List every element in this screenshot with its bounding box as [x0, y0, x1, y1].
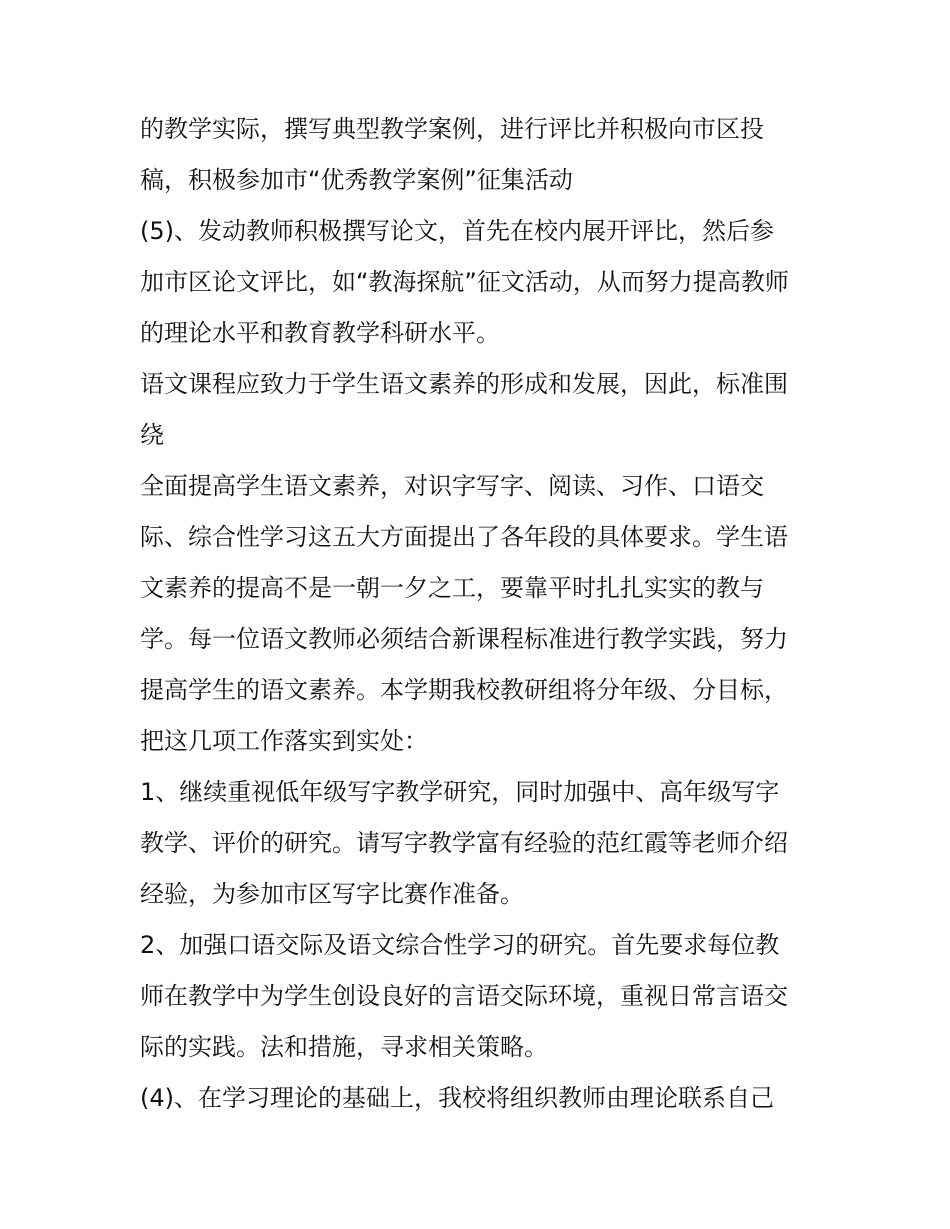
text-line: 加市区论文评比，如“教海探航”征文活动，从而努力提高教师 [140, 268, 789, 296]
text-line: 全面提高学生语文素养，对识字写字、阅读、习作、口语交 [140, 472, 764, 500]
text-line: 学。每一位语文教师必须结合新课程标准进行教学实践，努力 [140, 625, 788, 653]
text-line: (4)、在学习理论的基础上，我校将组织教师由理论联系自己 [140, 1084, 774, 1112]
text-line: 2、加强口语交际及语文综合性学习的研究。首先要求每位教 [140, 931, 780, 959]
document-body [140, 104, 830, 1124]
text-line: 语文课程应致力于学生语文素养的形成和发展，因此，标准围 [140, 370, 788, 398]
text-line: 教学、评价的研究。请写字教学富有经验的范红霞等老师介绍 [140, 829, 788, 857]
text-line: 的理论水平和教育教学科研水平。 [140, 319, 500, 347]
text-line: 际的实践。法和措施，寻求相关策略。 [140, 1033, 548, 1061]
text-line: 际、综合性学习这五大方面提出了各年段的具体要求。学生语 [140, 523, 788, 551]
text-line: 师在教学中为学生创设良好的言语交际环境，重视日常言语交 [140, 982, 788, 1010]
text-line: 绕 [140, 421, 164, 449]
text-line: 文素养的提高不是一朝一夕之工，要靠平时扎扎实实的教与 [140, 574, 764, 602]
text-line: 提高学生的语文素养。本学期我校教研组将分年级、分目标， [140, 676, 788, 704]
text-line: 的教学实际，撰写典型教学案例，进行评比并积极向市区投 [140, 115, 764, 143]
text-line: (5)、发动教师积极撰写论文，首先在校内展开评比，然后参 [140, 217, 774, 245]
text-line: 稿，积极参加市“优秀教学案例”征集活动 [140, 166, 573, 194]
text-line: 经验，为参加市区写字比赛作准备。 [140, 880, 524, 908]
text-line: 把这几项工作落实到实处： [140, 727, 428, 755]
text-line: 1、继续重视低年级写字教学研究，同时加强中、高年级写字 [140, 778, 780, 806]
